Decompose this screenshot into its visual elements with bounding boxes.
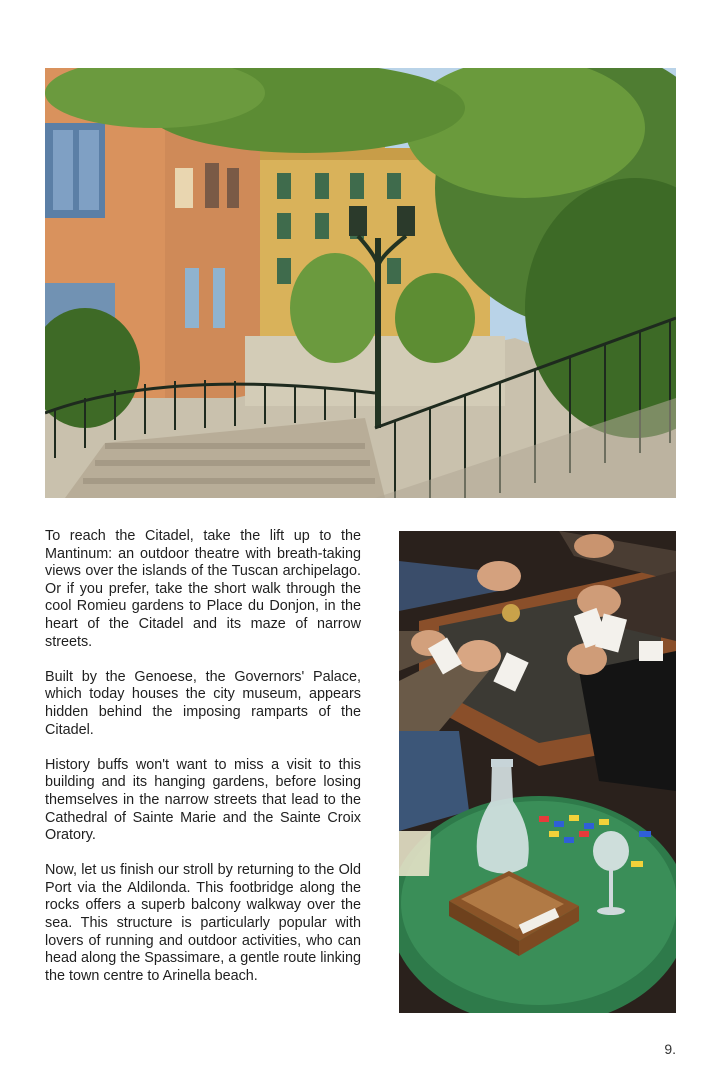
card-players-photo xyxy=(399,531,676,1013)
paragraph: Built by the Genoese, the Governors' Palace, which today houses the city museum, appears hidden behind the imposing ramparts of the Citadel. xyxy=(45,668,361,738)
citadel-square-photo xyxy=(45,68,676,498)
paragraph: Now, let us finish our stroll by returning to the Old Port via the Aldilonda. This footbridge along the rocks offers a superb balcony walkway over the sea. This structure is particularly popular with lovers of running and outdoor activities, who can head along the Spassimare, a gentle route linking the town centre to Arinella beach. xyxy=(45,862,362,984)
paragraph: To reach the Citadel, take the lift up to the Mantinum: an outdoor theatre with breath-taking views over the islands of the Tuscan archipelago. Or if you prefer, take the short walk through the cool Romieu gardens to Place du Donjon, in the heart of the Citadel and its maze of narrow streets. xyxy=(45,528,361,650)
article-body xyxy=(45,528,361,1003)
paragraph: History buffs won't want to miss a visit to this building and its hanging gardens, before losing themselves in the narrow streets that lead to the Cathedral of Sainte Marie and the Sainte Croix Oratory. xyxy=(45,756,361,844)
page-number: 9. xyxy=(664,1041,676,1057)
